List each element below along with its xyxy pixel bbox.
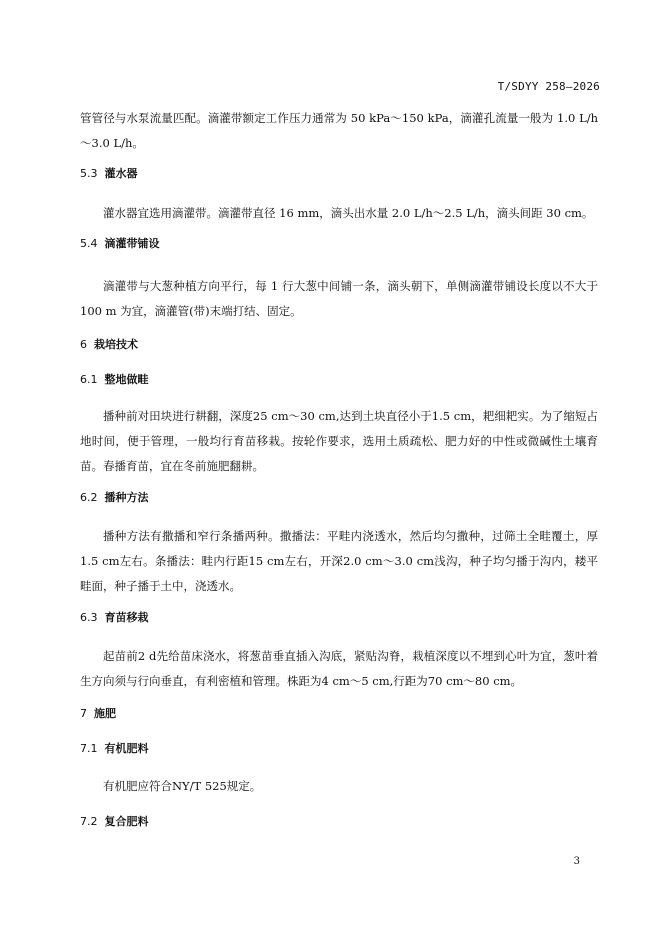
section-title: 整地做畦 (104, 373, 149, 386)
section-5-4-heading (80, 236, 160, 252)
section-7-1-heading (80, 741, 149, 757)
section-number: 7 (80, 707, 87, 720)
section-title: 播种方法 (104, 491, 149, 504)
paragraph-6-1: 播种前对田块进行耕翻，深度25 cm～30 cm,达到土块直径小于1.5 cm，耙细耙实。为了缩短占地时间，便于管理，一般均行育苗移栽。按轮作要求，选用土质疏松、肥力好的中性或微碱性土壤育苗。春播育苗，宜在冬前施肥翻耕。 (80, 409, 598, 473)
section-title: 栽培技术 (94, 338, 138, 351)
section-title: 滴灌带铺设 (104, 237, 160, 250)
section-number: 6.2 (80, 491, 98, 504)
section-6-heading (80, 337, 138, 353)
section-number: 6.3 (80, 611, 98, 624)
section-number: 7.1 (80, 742, 98, 755)
section-title: 育苗移栽 (104, 611, 149, 624)
section-number: 5.4 (80, 237, 98, 250)
section-title: 有机肥料 (104, 742, 149, 755)
section-number: 6 (80, 338, 87, 351)
section-7-heading (80, 706, 116, 722)
section-7-2-heading (80, 814, 149, 830)
section-6-3-heading (80, 610, 149, 626)
paragraph-5-4: 滴灌带与大葱种植方向平行，每 1 行大葱中间铺一条，滴头朝下，单侧滴灌带铺设长度以不大于 100 m 为宜，滴灌管(带)末端打结、固定。 (80, 279, 598, 318)
section-title: 施肥 (94, 707, 116, 720)
section-number: 6.1 (80, 373, 98, 386)
paragraph-7-1: 有机肥应符合NY/T 525规定。 (103, 779, 262, 793)
section-6-2-heading (80, 490, 149, 506)
paragraph-continued: 管管径与水泵流量匹配。滴灌带额定工作压力通常为 50 kPa～150 kPa，滴灌孔流量一般为 1.0 L/h～3.0 L/h。 (80, 111, 598, 150)
section-number: 5.3 (80, 167, 98, 180)
paragraph-6-2: 播种方法有撒播和窄行条播两种。撒播法：平畦内浇透水，然后均匀撒种，过筛土全畦覆土，厚1.5 cm左右。条播法：畦内行距15 cm左右，开深2.0 cm～3.0 cm浅沟，种子均匀播于沟内，耧平畦面，种子播于土中，浇透水。 (80, 529, 598, 593)
section-title: 复合肥料 (104, 815, 149, 828)
section-5-3-heading (80, 166, 138, 182)
section-number: 7.2 (80, 815, 98, 828)
paragraph-6-3: 起苗前2 d先给苗床浇水，将葱苗垂直插入沟底，紧贴沟脊，栽植深度以不埋到心叶为宜，葱叶着生方向须与行向垂直，有利密植和管理。株距为4 cm～5 cm,行距为70 cm～80 cm。 (80, 649, 598, 688)
section-title: 灌水器 (104, 167, 138, 180)
document-code: T/SDYY 258—2026 (497, 80, 600, 93)
page-number: 3 (573, 856, 580, 867)
paragraph-5-3: 灌水器宜选用滴灌带。滴灌带直径 16 mm，滴头出水量 2.0 L/h～2.5 L/h，滴头间距 30 cm。 (103, 206, 594, 220)
section-6-1-heading (80, 372, 149, 388)
